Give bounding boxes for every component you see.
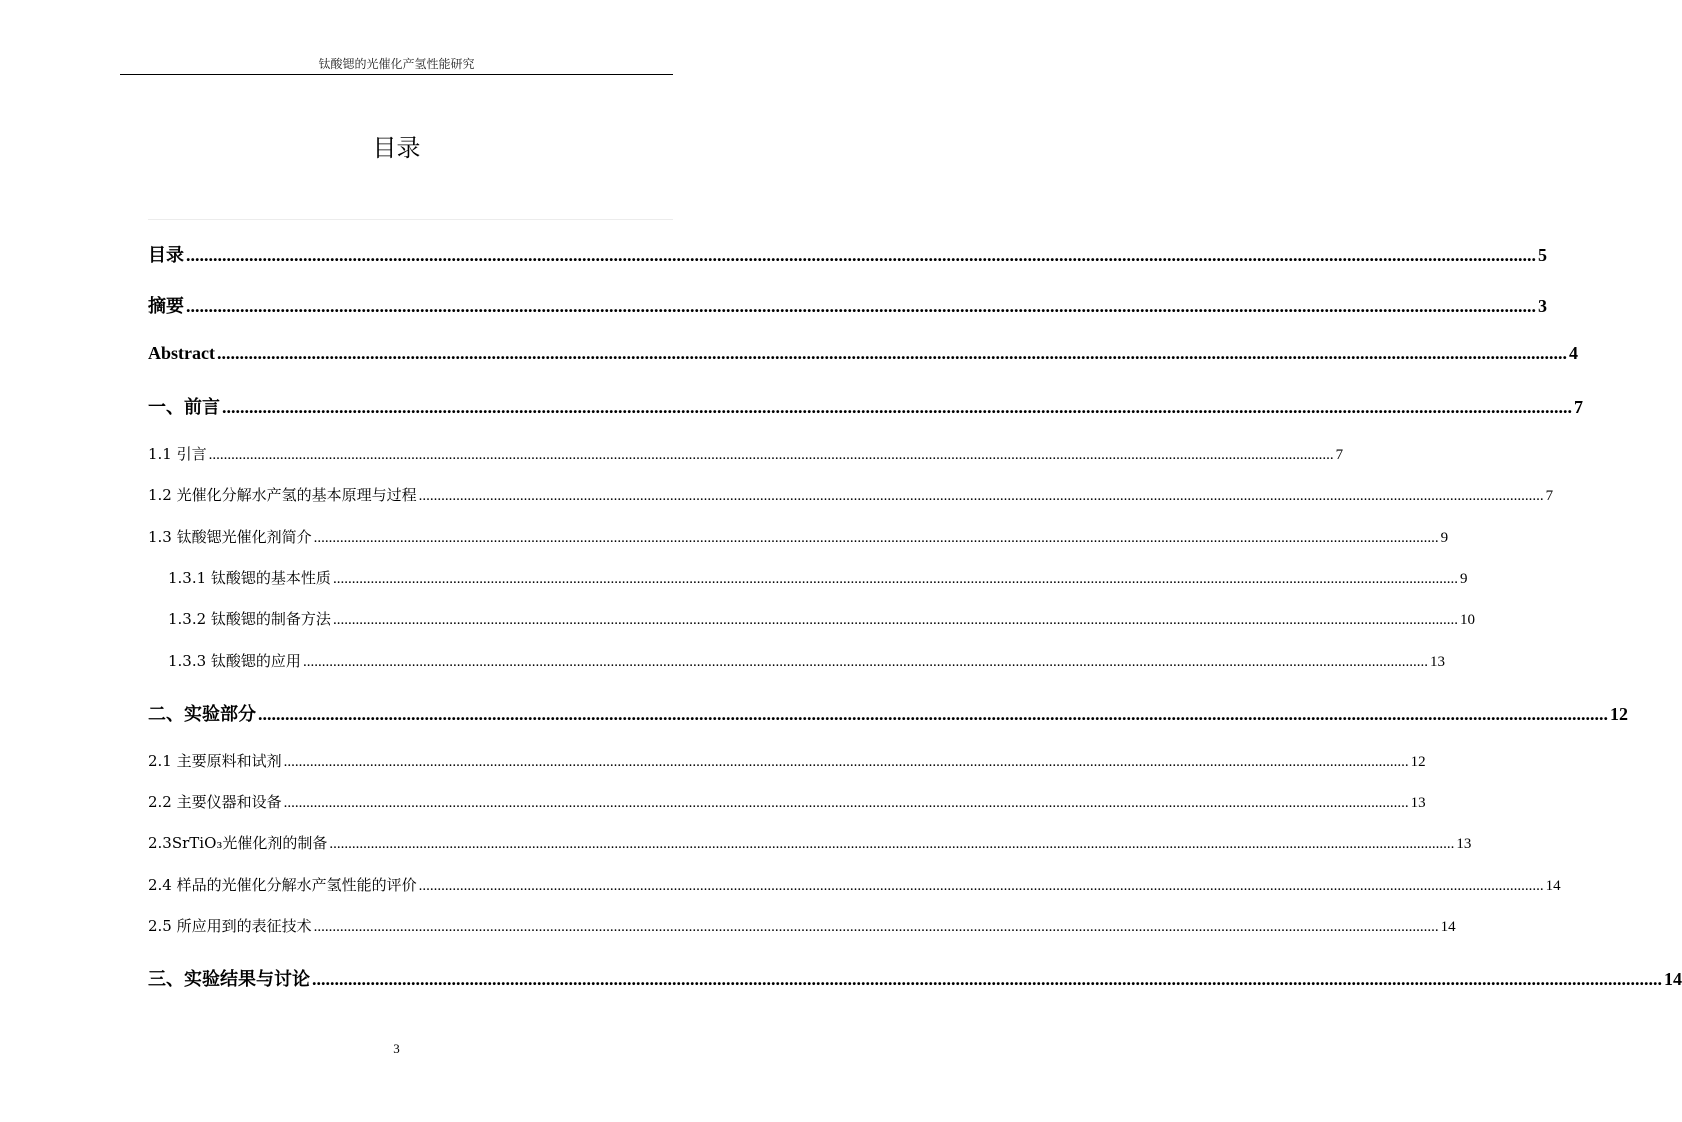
toc-entry[interactable] — [168, 567, 1468, 588]
toc-entry-label: 三、实验结果与讨论 — [148, 969, 310, 990]
toc-entry-page: 13 — [1429, 654, 1445, 670]
toc-entry-label: 1.3 钛酸锶光催化剂简介 — [148, 528, 312, 546]
toc-entry-label: 2.1 主要原料和试剂 — [148, 752, 282, 770]
toc-entry[interactable] — [148, 832, 1472, 853]
toc-leader-dots: ............................................................................................................................................................................................................................................................................................................ — [418, 488, 1544, 504]
toc-entry[interactable] — [148, 915, 1456, 936]
toc-entry-label: Abstract — [148, 343, 215, 363]
toc-entry-label: 2.3SrTiO₃光催化剂的制备 — [148, 834, 328, 852]
toc-entry-label: 1.3.2 钛酸锶的制备方法 — [168, 610, 331, 628]
toc-entry-page: 12 — [1610, 704, 1628, 724]
toc-leader-dots: ............................................................................................................................................................................................................................................................................................................ — [208, 447, 1334, 463]
toc-entry-label: 2.5 所应用到的表征技术 — [148, 917, 312, 935]
toc-entry-page: 13 — [1456, 836, 1472, 852]
toc-entry[interactable] — [148, 526, 1449, 547]
toc-entry-page: 10 — [1459, 612, 1475, 628]
toc-leader-dots: ............................................................................................................................................................................................................................................................................................................ — [216, 343, 1567, 363]
toc-entry[interactable] — [148, 443, 1344, 464]
page-title: 目录 — [372, 134, 421, 162]
toc-entry[interactable] — [148, 700, 1628, 726]
toc-leader-dots: ............................................................................................................................................................................................................................................................................................................ — [312, 969, 1662, 989]
toc-entry-label: 二、实验部分 — [148, 704, 256, 725]
toc-entry[interactable] — [168, 650, 1445, 671]
toc-entry-page: 12 — [1410, 754, 1426, 770]
toc-leader-dots: ............................................................................................................................................................................................................................................................................................................ — [302, 654, 1428, 670]
toc-entry-page: 7 — [1335, 447, 1344, 463]
toc-entry[interactable] — [148, 343, 1578, 364]
toc-entry-page: 14 — [1440, 919, 1456, 935]
toc-leader-dots: ............................................................................................................................................................................................................................................................................................................ — [283, 754, 1409, 770]
toc-entry-page: 7 — [1574, 397, 1583, 417]
toc-entry[interactable] — [148, 292, 1547, 318]
toc-entry-label: 1.3.1 钛酸锶的基本性质 — [168, 569, 331, 587]
toc-entry-page: 9 — [1440, 530, 1449, 546]
toc-entry-label: 1.2 光催化分解水产氢的基本原理与过程 — [148, 486, 417, 504]
toc-entry-label: 2.4 样品的光催化分解水产氢性能的评价 — [148, 876, 417, 894]
toc-leader-dots: ............................................................................................................................................................................................................................................................................................................ — [332, 571, 1458, 587]
toc-leader-dots: ............................................................................................................................................................................................................................................................................................................ — [222, 397, 1572, 417]
toc-entry[interactable] — [168, 608, 1475, 629]
toc-entry-label: 1.1 引言 — [148, 445, 207, 463]
toc-leader-dots: ............................................................................................................................................................................................................................................................................................................ — [418, 878, 1544, 894]
toc-entry-page: 7 — [1545, 488, 1554, 504]
toc-entry-page: 13 — [1410, 795, 1426, 811]
toc-entry[interactable] — [148, 241, 1547, 267]
toc-entry-label: 一、前言 — [148, 397, 220, 418]
toc-entry-label: 目录 — [148, 245, 184, 266]
page-number: 3 — [393, 1041, 400, 1056]
toc-entry[interactable] — [148, 791, 1426, 812]
toc-entry-page: 14 — [1664, 969, 1682, 989]
toc-top-rule — [148, 219, 673, 220]
toc-entry-page: 4 — [1568, 343, 1578, 363]
toc-entry-page: 5 — [1538, 245, 1547, 265]
toc-entry-page: 3 — [1538, 296, 1547, 316]
toc-leader-dots: ............................................................................................................................................................................................................................................................................................................ — [186, 245, 1536, 265]
toc-leader-dots: ............................................................................................................................................................................................................................................................................................................ — [332, 612, 1458, 628]
toc-entry-page: 14 — [1545, 878, 1561, 894]
toc-entry[interactable] — [148, 965, 1682, 991]
running-header: 钛酸锶的光催化产氢性能研究 — [318, 57, 475, 71]
toc-entry[interactable] — [148, 750, 1426, 771]
toc-leader-dots: ............................................................................................................................................................................................................................................................................................................ — [329, 836, 1455, 852]
toc-entry[interactable] — [148, 484, 1554, 505]
toc-leader-dots: ............................................................................................................................................................................................................................................................................................................ — [283, 795, 1409, 811]
toc-entry-label: 2.2 主要仪器和设备 — [148, 793, 282, 811]
toc-leader-dots: ............................................................................................................................................................................................................................................................................................................ — [186, 296, 1536, 316]
toc-entry-label: 1.3.3 钛酸锶的应用 — [168, 652, 301, 670]
toc-entry[interactable] — [148, 393, 1583, 419]
toc-leader-dots: ............................................................................................................................................................................................................................................................................................................ — [313, 530, 1439, 546]
toc-leader-dots: ............................................................................................................................................................................................................................................................................................................ — [313, 919, 1439, 935]
toc-entry-page: 9 — [1459, 571, 1468, 587]
header-rule — [120, 74, 673, 75]
toc-leader-dots: ............................................................................................................................................................................................................................................................................................................ — [258, 704, 1608, 724]
toc-entry-label: 摘要 — [148, 296, 184, 317]
toc-entry[interactable] — [148, 874, 1561, 895]
